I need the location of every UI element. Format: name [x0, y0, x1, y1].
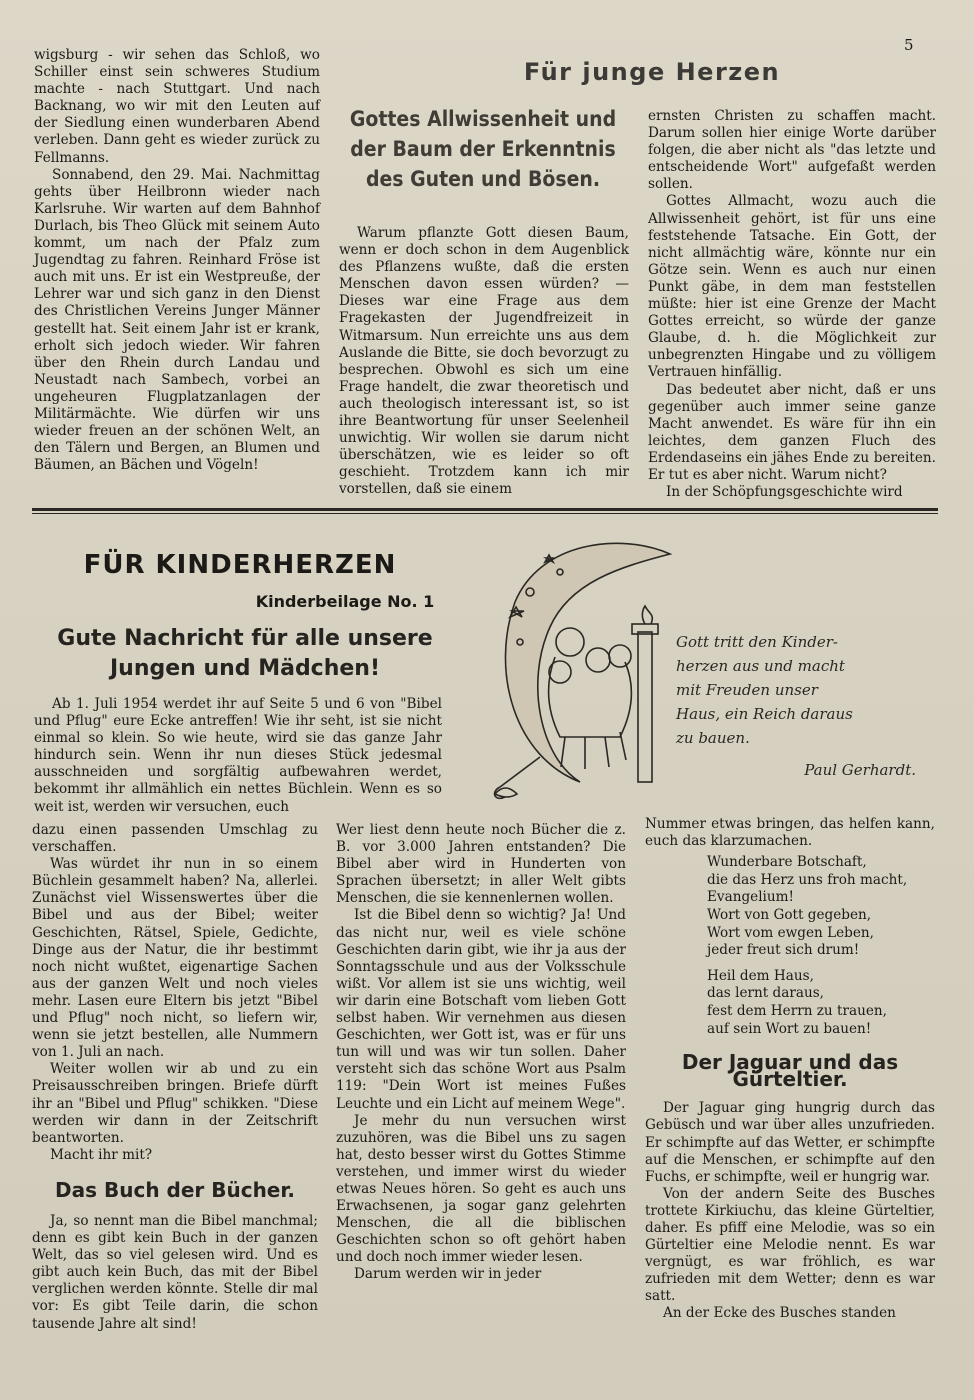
- paragraph: Sonnabend, den 29. Mai. Nachmittag gehts über Heilbronn wieder nach Karlsruhe. Wir warten auf dem Bahnhof Durlach, bis Theo Glück mit seinem Auto kommt, um nach der Pfalz zum Jugendtag zu fahren. Reinhard Fröse ist auch mit uns. Er ist ein Westpreuße, der Lehrer war und sich ganz in den Dienst des Christlichen Vereins Junger Männer gestellt hat. Seit einem Jahr ist er krank, erholt sich jedoch wieder. Wir fahren über den Rhein durch Landau und Neustadt nach Sambech, vorbei an ungeheuren Flugplatzanlagen der Militärmächte. Wie dürfen wir uns wieder freuen an der schönen Welt, an den Tälern und Bergen, an Blumen und Bäumen, an Bächen und Vögeln!: [34, 166, 320, 474]
- jaguar-title: Der Jaguar und das Gürteltier.: [681, 1050, 899, 1092]
- paragraph: Darum werden wir in jeder: [354, 1266, 542, 1283]
- quote-line: herzen aus und macht: [676, 657, 845, 675]
- poem-line: Wort von Gott gegeben,: [707, 906, 872, 923]
- poem-line: Wort vom ewgen Leben,: [707, 924, 874, 941]
- paragraph: Der Jaguar ging hungrig durch das Gebüsch und war über alles unzufrieden. Er schimpfte auf das Wetter, er schimpfte auf die Menschen, er schimpfte auf den Fuchs, er schimpfte, weil er hungrig war.: [645, 1100, 935, 1185]
- section-divider: [32, 508, 938, 511]
- buch-title: Das Buch der Bücher.: [55, 1177, 295, 1202]
- paragraph: Von der andern Seite des Busches trottete Kirkiuchu, das kleine Gürteltier, daher. Es pfiff eine Melodie, was so ein Gürteltier eine Melodie nennt. Es war vergnügt, es war fröhlich, es war zufrieden mit dem Wetter; denn es war satt.: [645, 1185, 935, 1305]
- poem-line: fest dem Herrn zu trauen,: [707, 1002, 887, 1019]
- paragraph: In der Schöpfungsgeschichte wird: [666, 484, 903, 501]
- paragraph: Das bedeutet aber nicht, daß er uns gegenüber auch immer seine ganze Macht anwendet. Es wäre für ihn ein leichtes, dem ganzen Fluch des Erdendaseins ein jähes Ende zu bereiten. Er tut es aber nicht. Warum nicht?: [648, 381, 936, 483]
- paragraph: Wer liest denn heute noch Bücher die z. B. vor 3.000 Jahren entstanden? Die Bibel aber wird in Hunderten von Sprachen übersetzt; in aller Welt gibts Menschen, die sie kennenlernen wollen.: [336, 822, 626, 907]
- quote-line: Haus, ein Reich daraus: [676, 705, 853, 723]
- quote-line: Gott tritt den Kinder-: [676, 633, 838, 651]
- article-column-2: [339, 225, 629, 499]
- section-divider-thin: [32, 513, 938, 514]
- paragraph: An der Ecke des Busches standen: [663, 1305, 896, 1322]
- paragraph: Nummer etwas bringen, das helfen kann, euch das klarzumachen.: [645, 816, 935, 850]
- paragraph: wigsburg - wir sehen das Schloß, wo Schiller einst sein schweres Studium machte - nach Stuttgart. Und nach Backnang, wo wir mit den Leuten auf der Siedlung einen wunderbaren Abend verleben. Dann geht es wieder zurück zu Fellmanns.: [34, 47, 320, 166]
- kinder-column-1: [32, 822, 318, 1333]
- paragraph: Je mehr du nun versuchen wirst zuzuhören, was die Bibel uns zu sagen hat, desto besser wirst du Gottes Stimme verstehen, und immer wirst du wieder etwas Neues hören. So geht es auch uns Erwachsenen, ja sogar ganz gelehrten Menschen, die all die biblischen Geschichten schon so oft gehört haben und doch noch immer wieder lesen.: [336, 1112, 626, 1266]
- paragraph: dazu einen passenden Umschlag zu verschaffen.: [32, 822, 318, 856]
- section-title: Für junge Herzen: [523, 58, 781, 86]
- paragraph: Ist die Bibel denn so wichtig? Ja! Und das nicht nur, weil es viele schöne Geschichten darin gibt, wie ihr ja aus der Sonntagsschule und aus der Volksschule wißt. Vor allem ist sie uns wichtig, weil wir darin eine Botschaft vom lieben Gott selbst haben. Wir vernehmen aus diesen Geschichten, wer Gott ist, was er für uns tun will und was wir tun sollen. Daher versteht sich das schöne Wort aus Psalm 119: "Dein Wort ist meines Fußes Leuchte und ein Licht auf meinem Wege".: [336, 907, 626, 1112]
- poem-line: die das Herz uns froh macht,: [707, 871, 908, 888]
- poem: [707, 854, 935, 1038]
- paragraph: Was würdet ihr nun in so einem Büchlein gesammelt haben? Na, allerlei. Zunächst viel Wissenswertes über die Bibel und aus der Bibel; weiter Geschichten, Rätsel, Spiele, Gedichte, Dinge aus der Natur, die ihr bestimmt noch nicht wußtet, eigenartige Sachen aus der ganzen Welt und noch vieles mehr. Lasen eure Eltern bis jetzt "Bibel und Pflug" noch nicht, so liefern wir, wenn sie jetzt bestellen, alle Nummern von 1. Juli an nach.: [32, 856, 318, 1061]
- poem-line: auf sein Wort zu bauen!: [707, 1020, 872, 1037]
- quote-line: zu bauen.: [676, 729, 750, 747]
- paragraph: Gottes Allmacht, wozu auch die Allwissenheit gehört, ist für uns eine feststehende Tatsache. Ein Gott, der nicht allmächtig wäre, könnte nur ein Götze sein. Wenn es auch nur einen Punkt gäbe, in dem man feststellen müßte: hier ist eine Grenze der Macht Gottes erreicht, so würde der ganze Glaube, d. h. die Möglichkeit zur unbegrenzten Hingabe und zu völligem Vertrauen hinfällig.: [648, 193, 936, 381]
- poem-line: Heil dem Haus,: [707, 967, 814, 984]
- kinder-subtitle: Kinderbeilage No. 1: [255, 592, 435, 611]
- article-column-3: [648, 108, 936, 501]
- gute-nachricht-title: Gute Nachricht für alle unsere Jungen und Mädchen!: [57, 626, 433, 681]
- paragraph: Ab 1. Juli 1954 werdet ihr auf Seite 5 und 6 von "Bibel und Pflug" eure Ecke antreffen! Wie ihr seht, ist sie nicht einmal so klein. So wie heute, wird sie das ganze Jahr hindurch sein. Wenn ihr nun dieses Stück jedesmal ausschneiden und sorgfältig aufbewahren werdet, bekommt ihr allmählich ein nettes Büchlein. Wenn es so weit ist, werden wir versuchen, euch: [34, 696, 442, 815]
- poem-line: Wunderbare Botschaft,: [707, 854, 867, 871]
- page-number: 5: [904, 36, 914, 54]
- paragraph: Ja, so nennt man die Bibel manchmal; denn es gibt kein Buch in der ganzen Welt, das so viel gelesen wird. Und es gibt auch kein Buch, das mit der Bibel verglichen werden könnte. Stelle dir mal vor: Es gibt Teile darin, die schon tausende Jahre alt sind!: [32, 1212, 318, 1332]
- children-on-moon-illustration: [470, 532, 690, 822]
- article-title: Gottes Allwissenheit und der Baum der Erkenntnis des Guten und Bösen.: [349, 107, 617, 191]
- poem-line: Evangelium!: [707, 889, 795, 906]
- quote-line: mit Freuden unser: [676, 681, 818, 699]
- kinder-column-2: [336, 822, 626, 1284]
- paragraph: ernsten Christen zu schaffen macht. Darum sollen hier einige Worte darüber folgen, die aber nicht als "das letzte und entscheidende Wort" aufgefaßt werden sollen.: [648, 108, 936, 193]
- paragraph: Warum pflanzte Gott diesen Baum, wenn er doch schon in dem Augenblick des Pflanzens wußte, daß die ersten Menschen davon essen würden? — Dieses war eine Frage aus dem Fragekasten der Jugendfreizeit in Witmarsum. Nun erreichte uns aus dem Auslande die Bitte, sie doch bevorzugt zu besprechen. Obwohl es sich um eine Frage handelt, die zwar theoretisch und auch theologisch interessant ist, so ist ihre Beantwortung für unser Seelenheil unwichtig. Wir wollen sie darum nicht überschätzen, wie es leider so oft geschieht. Trotzdem kann ich mir vorstellen, daß sie einem: [339, 225, 629, 498]
- travel-report-column: [34, 47, 320, 474]
- signature: Paul Gerhardt.: [804, 761, 916, 779]
- kinder-title: FÜR KINDERHERZEN: [83, 550, 397, 580]
- handwritten-quote: [676, 630, 946, 782]
- paragraph: Macht ihr mit?: [50, 1146, 153, 1163]
- poem-gap: [707, 960, 935, 968]
- kinder-column-3: [645, 816, 935, 1323]
- kinder-intro: [34, 696, 442, 816]
- poem-line: das lernt daraus,: [707, 985, 824, 1002]
- poem-line: jeder freut sich drum!: [707, 942, 860, 959]
- paragraph: Weiter wollen wir ab und zu ein Preisausschreiben bringen. Briefe dürft ihr an "Bibel und Pflug" schikken. "Diese werden wir dann in der Zeitschrift beantworten.: [32, 1061, 318, 1146]
